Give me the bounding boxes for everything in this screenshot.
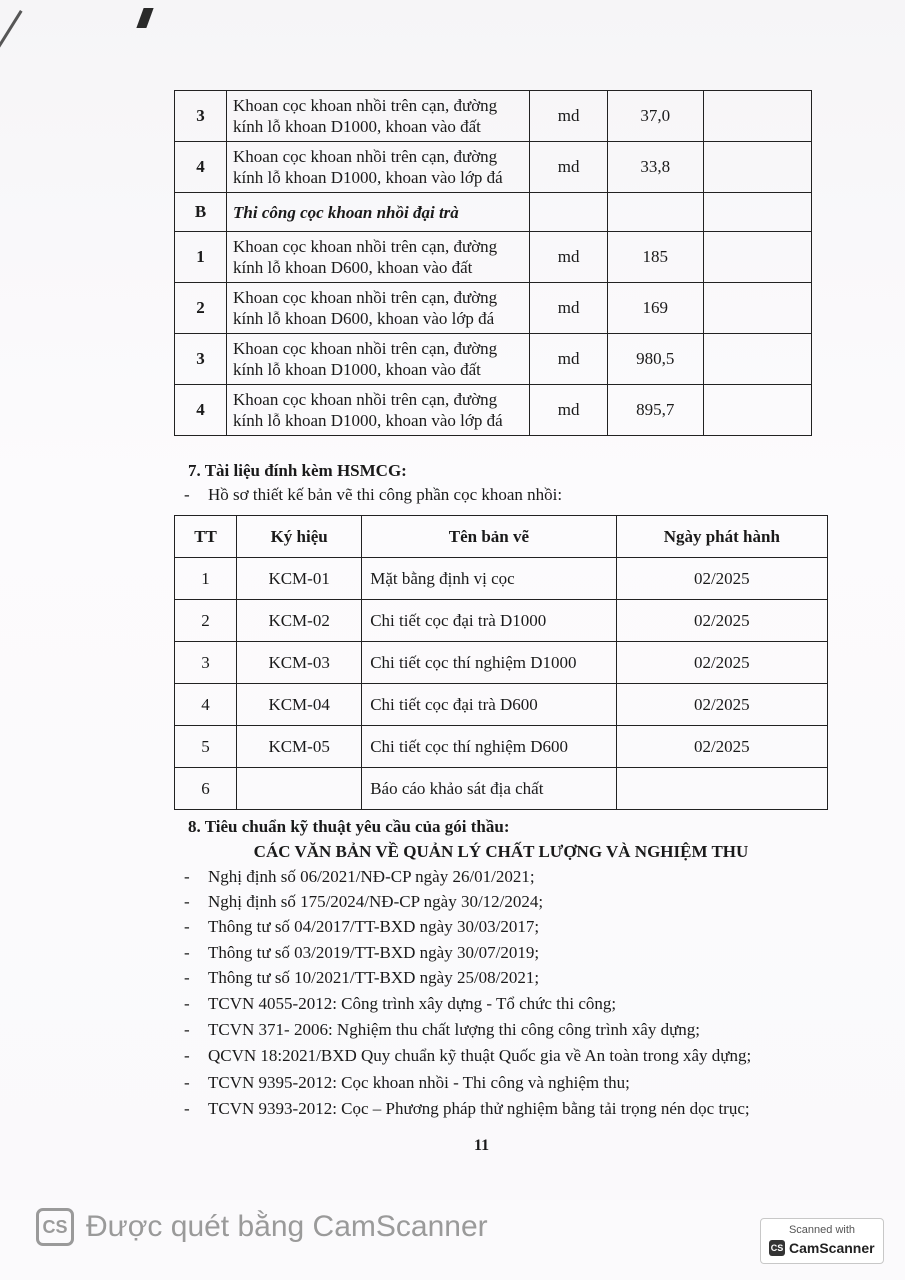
table-row (175, 334, 812, 385)
quantity-cell: 185 (607, 232, 703, 283)
bullet-dash: - (184, 892, 190, 911)
drawing-title: Chi tiết cọc đại trà D600 (362, 684, 616, 726)
drawing-code: KCM-03 (237, 642, 362, 684)
section-title: Thi công cọc khoan nhồi đại trà (227, 193, 530, 232)
header-code: Ký hiệu (237, 516, 362, 558)
list-item-text: TCVN 371- 2006: Nghiệm thu chất lượng thi công công trình xây dựng; (208, 1020, 701, 1039)
row-tt: 1 (175, 558, 237, 600)
list-item-text: TCVN 9393-2012: Cọc – Phương pháp thử nghiệm bằng tải trọng nén dọc trục; (208, 1099, 750, 1118)
drawing-code: KCM-01 (237, 558, 362, 600)
list-item (184, 1020, 700, 1040)
list-item (184, 1099, 750, 1119)
unit-cell: md (530, 91, 608, 142)
badge-brand-name: CamScanner (789, 1240, 875, 1256)
issue-date: 02/2025 (616, 684, 827, 726)
table-row (175, 283, 812, 334)
unit-cell (530, 193, 608, 232)
note-cell (703, 232, 811, 283)
drawing-title: Chi tiết cọc đại trà D1000 (362, 600, 616, 642)
list-item (184, 994, 616, 1014)
camscanner-logo-icon: CS (36, 1208, 74, 1246)
drawing-title: Chi tiết cọc thí nghiệm D1000 (362, 642, 616, 684)
list-item (184, 968, 539, 988)
list-item (184, 917, 539, 937)
list-item-text: TCVN 9395-2012: Cọc khoan nhồi - Thi công và nghiệm thu; (208, 1073, 630, 1092)
work-item-name: Khoan cọc khoan nhồi trên cạn, đường kính lỗ khoan D1000, khoan vào lớp đá (227, 385, 530, 436)
issue-date: 02/2025 (616, 558, 827, 600)
row-tt: 4 (175, 684, 237, 726)
note-cell (703, 283, 811, 334)
bullet-dash: - (184, 1073, 190, 1092)
drawing-title: Mặt bằng định vị cọc (362, 558, 616, 600)
table-row (175, 142, 812, 193)
table-row (175, 232, 812, 283)
unit-cell: md (530, 334, 608, 385)
note-cell (703, 142, 811, 193)
drawings-table (174, 515, 828, 810)
bullet-dash: - (184, 917, 190, 936)
header-title: Tên bản vẽ (362, 516, 616, 558)
list-item-text: TCVN 4055-2012: Công trình xây dựng - Tổ chức thi công; (208, 994, 617, 1013)
row-number: 2 (175, 283, 227, 334)
row-tt: 2 (175, 600, 237, 642)
issue-date: 02/2025 (616, 642, 827, 684)
unit-cell: md (530, 142, 608, 193)
table-row (175, 642, 828, 684)
unit-cell: md (530, 385, 608, 436)
table-row (175, 385, 812, 436)
row-number: 3 (175, 91, 227, 142)
note-cell (703, 91, 811, 142)
list-item (184, 1073, 630, 1093)
note-cell (703, 193, 811, 232)
camscanner-mini-logo-icon: CS (769, 1240, 785, 1256)
table-header-row (175, 516, 828, 558)
row-tt: 5 (175, 726, 237, 768)
bullet-dash: - (184, 943, 190, 962)
drawing-title: Báo cáo khảo sát địa chất (362, 768, 616, 810)
drawing-code: KCM-04 (237, 684, 362, 726)
list-item (184, 867, 535, 887)
standards-subtitle: CÁC VĂN BẢN VỀ QUẢN LÝ CHẤT LƯỢNG VÀ NGHIỆM THU (253, 842, 749, 861)
work-item-name: Khoan cọc khoan nhồi trên cạn, đường kính lỗ khoan D1000, khoan vào đất (227, 334, 530, 385)
table-row (175, 600, 828, 642)
quantity-table (174, 90, 812, 436)
work-item-name: Khoan cọc khoan nhồi trên cạn, đường kính lỗ khoan D600, khoan vào lớp đá (227, 283, 530, 334)
section-7-heading: 7. Tài liệu đính kèm HSMCG: (188, 461, 407, 480)
section-8-heading: 8. Tiêu chuẩn kỹ thuật yêu cầu của gói thầu: (188, 817, 510, 836)
unit-cell: md (530, 232, 608, 283)
issue-date: 02/2025 (616, 600, 827, 642)
bullet-dash: - (184, 1020, 190, 1039)
work-item-name: Khoan cọc khoan nhồi trên cạn, đường kính lỗ khoan D1000, khoan vào lớp đá (227, 142, 530, 193)
header-tt: TT (175, 516, 237, 558)
camscanner-watermark-text: Được quét bằng CamScanner (86, 1210, 488, 1243)
row-number: 4 (175, 142, 227, 193)
section-7-bullet (184, 485, 562, 505)
quantity-cell: 895,7 (607, 385, 703, 436)
badge-brand (769, 1240, 875, 1256)
list-item (184, 1046, 751, 1066)
row-tt: 6 (175, 768, 237, 810)
list-item-text: Thông tư số 04/2017/TT-BXD ngày 30/03/2017; (208, 917, 540, 936)
drawing-code (237, 768, 362, 810)
bullet-dash: - (184, 867, 190, 886)
camscanner-badge (760, 1218, 884, 1264)
quantity-cell (607, 193, 703, 232)
header-date: Ngày phát hành (616, 516, 827, 558)
table-row (175, 558, 828, 600)
bullet-dash: - (184, 485, 190, 504)
list-item-text: QCVN 18:2021/BXD Quy chuẩn kỹ thuật Quốc gia về An toàn trong xây dựng; (208, 1046, 752, 1065)
row-number: 1 (175, 232, 227, 283)
drawing-title: Chi tiết cọc thí nghiệm D600 (362, 726, 616, 768)
list-item (184, 892, 543, 912)
bullet-dash: - (184, 1046, 190, 1065)
drawing-code: KCM-05 (237, 726, 362, 768)
row-number: 4 (175, 385, 227, 436)
list-item-text: Thông tư số 03/2019/TT-BXD ngày 30/07/2019; (208, 943, 540, 962)
table-row (175, 684, 828, 726)
row-tt: 3 (175, 642, 237, 684)
list-item-text: Nghị định số 06/2021/NĐ-CP ngày 26/01/2021; (208, 867, 535, 886)
table-row (175, 726, 828, 768)
table-section-row (175, 193, 812, 232)
bullet-dash: - (184, 1099, 190, 1118)
work-item-name: Khoan cọc khoan nhồi trên cạn, đường kính lỗ khoan D600, khoan vào đất (227, 232, 530, 283)
list-item (184, 943, 539, 963)
quantity-cell: 980,5 (607, 334, 703, 385)
work-item-name: Khoan cọc khoan nhồi trên cạn, đường kính lỗ khoan D1000, khoan vào đất (227, 91, 530, 142)
table-row (175, 768, 828, 810)
quantity-cell: 33,8 (607, 142, 703, 193)
drawing-code: KCM-02 (237, 600, 362, 642)
bullet-dash: - (184, 968, 190, 987)
quantity-cell: 37,0 (607, 91, 703, 142)
table-row (175, 91, 812, 142)
section-letter: B (175, 193, 227, 232)
unit-cell: md (530, 283, 608, 334)
row-number: 3 (175, 334, 227, 385)
note-cell (703, 334, 811, 385)
issue-date: 02/2025 (616, 726, 827, 768)
list-item-text: Nghị định số 175/2024/NĐ-CP ngày 30/12/2024; (208, 892, 544, 911)
note-cell (703, 385, 811, 436)
bullet-text: Hồ sơ thiết kế bản vẽ thi công phần cọc khoan nhồi: (208, 485, 563, 504)
badge-caption: Scanned with (788, 1224, 856, 1236)
issue-date (616, 768, 827, 810)
quantity-cell: 169 (607, 283, 703, 334)
camscanner-watermark (36, 1208, 488, 1246)
list-item-text: Thông tư số 10/2021/TT-BXD ngày 25/08/2021; (208, 968, 540, 987)
bullet-dash: - (184, 994, 190, 1013)
page-number: 11 (474, 1137, 490, 1154)
